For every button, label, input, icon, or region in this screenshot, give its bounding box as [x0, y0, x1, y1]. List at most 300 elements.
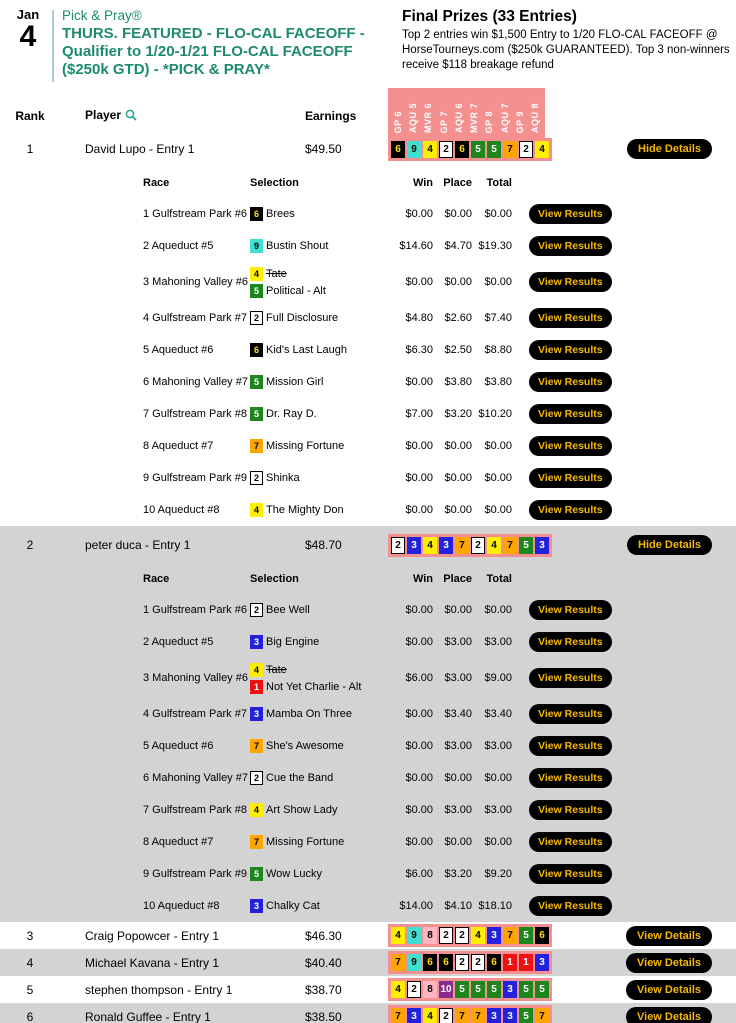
selection-line: [250, 502, 386, 519]
entry-button-slot: [626, 1007, 712, 1023]
view-results-button[interactable]: View Results: [529, 372, 612, 392]
entry-picks-strip: [388, 951, 552, 974]
race-row: [0, 730, 736, 762]
race-column-label-text: AQU 5: [407, 102, 418, 133]
entry-earnings: $38.50: [305, 1009, 342, 1023]
race-button-cell: [529, 736, 612, 756]
selection-cell: [250, 866, 386, 883]
race-column-label-text: MVR 7: [469, 102, 480, 133]
total-amount: $0.00: [484, 772, 512, 784]
horse-name: Art Show Lady: [266, 804, 338, 816]
total-amount: $0.00: [484, 604, 512, 616]
race-button-cell: [529, 340, 612, 360]
race-column-label: [483, 90, 496, 136]
place-amount: $2.60: [444, 312, 472, 324]
game-type-label: Pick & Pray®: [62, 8, 142, 23]
entry-earnings: $49.50: [305, 142, 342, 156]
view-results-button[interactable]: View Results: [529, 800, 612, 820]
selection-line: [250, 770, 386, 787]
pick-number: 5: [535, 981, 549, 998]
win-amount: $14.60: [399, 240, 433, 252]
win-amount: $0.00: [405, 708, 433, 720]
entry-picks-strip: [388, 534, 552, 557]
race-row: [0, 198, 736, 230]
selection-cell: [250, 470, 386, 487]
race-name: 7 Gulfstream Park #8: [143, 408, 247, 420]
win-amount: $6.00: [405, 868, 433, 880]
place-amount: $0.00: [444, 440, 472, 452]
selection-cell: [250, 834, 386, 851]
win-amount: $0.00: [405, 772, 433, 784]
race-button-cell: [529, 896, 612, 916]
selection-cell: [250, 898, 386, 915]
race-button-cell: [529, 500, 612, 520]
tournament-title: THURS. FEATURED - FLO-CAL FACEOFF - Qualifier to 1/20-1/21 FLO-CAL FACEOFF ($250k GTD) - *PICK & PRAY*: [62, 25, 365, 78]
selection-number: 4: [250, 803, 263, 817]
race-name: 8 Aqueduct #7: [143, 836, 214, 848]
win-amount: $14.00: [399, 900, 433, 912]
pick-number: 9: [407, 927, 421, 944]
win-amount: $0.00: [405, 604, 433, 616]
place-amount: $3.00: [444, 672, 472, 684]
view-details-button[interactable]: View Details: [626, 926, 712, 946]
view-results-button[interactable]: View Results: [529, 668, 612, 688]
selection-number: 6: [250, 343, 263, 357]
place-amount: $3.20: [444, 868, 472, 880]
pick-number: 2: [519, 141, 533, 158]
entry-player-name: Michael Kavana - Entry 1: [85, 955, 220, 970]
view-results-button[interactable]: View Results: [529, 832, 612, 852]
horse-name: Missing Fortune: [266, 440, 345, 452]
total-amount: $3.00: [484, 636, 512, 648]
tournament-title-block: [62, 8, 392, 88]
race-name: 2 Aqueduct #5: [143, 240, 214, 252]
pick-number: 6: [391, 141, 405, 158]
entry-player-name: David Lupo - Entry 1: [85, 142, 195, 156]
pick-number: 6: [423, 954, 437, 971]
prizes-block: [392, 8, 736, 88]
event-date-day: 4: [19, 20, 37, 54]
total-amount: $3.00: [484, 804, 512, 816]
race-button-cell: [529, 436, 612, 456]
race-column-label: [529, 90, 542, 136]
selection-number: 7: [250, 835, 263, 849]
pick-number: 3: [487, 1008, 501, 1023]
entry-earnings: $40.40: [305, 955, 342, 970]
race-button-cell: [529, 204, 612, 224]
place-amount: $3.20: [444, 408, 472, 420]
race-row: [0, 858, 736, 890]
pick-number: 4: [423, 1008, 437, 1023]
win-amount: $0.00: [405, 504, 433, 516]
selection-line: [250, 342, 386, 359]
race-row: [0, 334, 736, 366]
selection-line: [250, 661, 386, 678]
race-column-label-text: AQU 6: [453, 102, 464, 133]
selection-number: 4: [250, 267, 263, 281]
win-amount: $0.00: [405, 208, 433, 220]
pick-number: 2: [407, 981, 421, 998]
race-column-label-text: GP 6: [392, 110, 403, 133]
selection-number: 3: [250, 899, 263, 913]
view-results-button[interactable]: View Results: [529, 272, 612, 292]
selection-line: [250, 678, 386, 695]
pick-number: 8: [423, 981, 437, 998]
entry-rank: 2: [26, 538, 34, 552]
race-name: 5 Aqueduct #6: [143, 740, 214, 752]
selection-number: 1: [250, 680, 263, 694]
total-amount: $9.00: [484, 672, 512, 684]
pick-number: 5: [519, 1008, 533, 1023]
pick-number: 3: [407, 1008, 421, 1023]
race-name: 10 Aqueduct #8: [143, 900, 220, 912]
race-column-label-header: Race: [143, 573, 170, 585]
race-name: 6 Mahoning Valley #7: [143, 376, 248, 388]
pick-number: 5: [487, 981, 501, 998]
race-row: [0, 262, 736, 302]
race-button-cell: [529, 768, 612, 788]
pick-number: 7: [503, 927, 517, 944]
total-amount: $3.40: [484, 708, 512, 720]
leaderboard-column-headers: [0, 102, 736, 130]
pick-number: 5: [519, 537, 533, 554]
horse-name: Kid's Last Laugh: [266, 344, 347, 356]
race-button-cell: [529, 668, 612, 688]
total-column-header: Total: [486, 177, 512, 189]
total-column-header: Total: [486, 573, 512, 585]
race-name: 10 Aqueduct #8: [143, 504, 220, 516]
view-results-button[interactable]: View Results: [529, 436, 612, 456]
total-amount: $0.00: [484, 472, 512, 484]
view-results-button[interactable]: View Results: [529, 632, 612, 652]
hide-details-button[interactable]: Hide Details: [627, 535, 712, 555]
selection-cell: [250, 802, 386, 819]
pick-number: 4: [471, 927, 485, 944]
race-column-label: [467, 90, 480, 136]
entry-button-slot: [627, 535, 712, 555]
entry-earnings: $48.70: [305, 538, 342, 552]
view-results-button[interactable]: View Results: [529, 600, 612, 620]
entry-picks-slot: [388, 978, 558, 1001]
view-results-button[interactable]: View Results: [529, 204, 612, 224]
horse-name: Mamba On Three: [266, 708, 353, 720]
selection-number: 7: [250, 439, 263, 453]
entry-rank: 1: [26, 142, 34, 156]
pick-number: 5: [519, 927, 533, 944]
horse-name: Chalky Cat: [266, 900, 320, 912]
horse-name: Dr. Ray D.: [266, 408, 317, 420]
view-results-button[interactable]: View Results: [529, 308, 612, 328]
pick-number: 10: [439, 981, 453, 998]
race-name: 5 Aqueduct #6: [143, 344, 214, 356]
pick-number: 5: [455, 981, 469, 998]
race-row: [0, 762, 736, 794]
selection-line: [250, 374, 386, 391]
view-results-button[interactable]: View Results: [529, 236, 612, 256]
race-name: 9 Gulfstream Park #9: [143, 472, 247, 484]
entry-picks-strip: [388, 138, 552, 161]
entry-section: [0, 1003, 736, 1023]
race-row: [0, 366, 736, 398]
total-amount: $0.00: [484, 504, 512, 516]
race-row: [0, 462, 736, 494]
horse-name: Not Yet Charlie - Alt: [266, 680, 362, 693]
selection-line: [250, 238, 386, 255]
pick-number: 2: [471, 537, 485, 554]
race-row: [0, 398, 736, 430]
selection-number: 2: [250, 771, 263, 785]
view-results-button[interactable]: View Results: [529, 736, 612, 756]
view-results-button[interactable]: View Results: [529, 864, 612, 884]
race-name: 8 Aqueduct #7: [143, 440, 214, 452]
entry-row: [0, 949, 736, 976]
total-amount: $0.00: [484, 836, 512, 848]
view-details-button[interactable]: View Details: [626, 953, 712, 973]
search-player-icon[interactable]: [125, 109, 137, 124]
pick-number: 3: [487, 927, 501, 944]
pick-number: 2: [439, 927, 453, 944]
pick-number: 7: [455, 1008, 469, 1023]
pick-number: 7: [471, 1008, 485, 1023]
horse-name: Missing Fortune: [266, 836, 345, 848]
race-row: [0, 794, 736, 826]
selection-line: [250, 206, 386, 223]
race-column-label: [437, 90, 450, 136]
horse-name: Tate: [266, 267, 287, 280]
race-row: [0, 658, 736, 698]
entry-button-slot: [627, 139, 712, 159]
race-button-cell: [529, 704, 612, 724]
horse-name: The Mighty Don: [266, 504, 344, 516]
win-amount: $0.00: [405, 804, 433, 816]
horse-name: Wow Lucky: [266, 868, 323, 880]
win-column-header: Win: [412, 573, 433, 585]
prizes-description: Top 2 entries win $1,500 Entry to 1/20 FLO-CAL FACEOFF @ HorseTourneys.com ($250k GUARANTEED). Top 3 non-winners receive $118 breakage refund: [402, 29, 730, 71]
race-row: [0, 698, 736, 730]
selection-cell: [250, 265, 386, 299]
race-button-cell: [529, 404, 612, 424]
pick-number: 8: [423, 927, 437, 944]
selection-cell: [250, 310, 386, 327]
race-button-cell: [529, 864, 612, 884]
race-table-headers: [0, 168, 736, 198]
entry-row: [0, 1003, 736, 1023]
win-amount: $0.00: [405, 472, 433, 484]
pick-number: 4: [535, 141, 549, 158]
selection-cell: [250, 406, 386, 423]
race-button-cell: [529, 308, 612, 328]
place-amount: $3.00: [444, 740, 472, 752]
selection-number: 2: [250, 603, 263, 617]
race-row: [0, 430, 736, 462]
total-amount: $0.00: [484, 208, 512, 220]
selection-number: 4: [250, 503, 263, 517]
entry-earnings: $38.70: [305, 982, 342, 997]
page-header: [0, 0, 736, 88]
horse-name: Political - Alt: [266, 284, 326, 297]
race-name: 1 Gulfstream Park #6: [143, 208, 247, 220]
horse-name: Bee Well: [266, 604, 310, 616]
entry-rank: 6: [26, 1009, 34, 1023]
entry-section: [0, 976, 736, 1003]
selection-cell: [250, 206, 386, 223]
place-amount: $0.00: [444, 504, 472, 516]
horse-name: Shinka: [266, 472, 300, 484]
win-amount: $0.00: [405, 440, 433, 452]
selection-cell: [250, 342, 386, 359]
selection-line: [250, 866, 386, 883]
place-amount: $0.00: [444, 208, 472, 220]
selection-number: 7: [250, 739, 263, 753]
pick-number: 7: [503, 537, 517, 554]
view-results-button[interactable]: View Results: [529, 896, 612, 916]
horse-name: She's Awesome: [266, 740, 344, 752]
entry-player-name: stephen thompson - Entry 1: [85, 982, 233, 997]
pick-number: 7: [455, 537, 469, 554]
player-column-header: [85, 108, 305, 124]
selection-cell: [250, 634, 386, 651]
race-button-cell: [529, 372, 612, 392]
horse-name: Big Engine: [266, 636, 320, 648]
header-divider: [52, 10, 54, 82]
pick-number: 4: [391, 981, 405, 998]
horse-name: Tate: [266, 663, 287, 676]
selection-number: 3: [250, 635, 263, 649]
hide-details-button[interactable]: Hide Details: [627, 139, 712, 159]
selection-number: 9: [250, 239, 263, 253]
view-details-button[interactable]: View Details: [626, 980, 712, 1000]
selection-cell: [250, 706, 386, 723]
selection-cell: [250, 602, 386, 619]
selection-number: 5: [250, 867, 263, 881]
horse-name: Bustin Shout: [266, 240, 329, 252]
selection-number: 4: [250, 663, 263, 677]
entry-picks-slot: [388, 1005, 558, 1023]
race-column-label-text: GP 8: [484, 110, 495, 133]
event-date: [12, 8, 44, 88]
view-results-button[interactable]: View Results: [529, 340, 612, 360]
selection-line: [250, 602, 386, 619]
race-column-label-header: Race: [143, 177, 170, 189]
race-name: 7 Gulfstream Park #8: [143, 804, 247, 816]
race-button-cell: [529, 272, 612, 292]
view-results-button[interactable]: View Results: [529, 468, 612, 488]
view-results-button[interactable]: View Results: [529, 404, 612, 424]
view-details-button[interactable]: View Details: [626, 1007, 712, 1023]
race-column-label: [513, 90, 526, 136]
horse-name: Mission Girl: [266, 376, 324, 388]
pick-number: 3: [407, 537, 421, 554]
pick-number: 2: [439, 141, 453, 158]
selection-line: [250, 834, 386, 851]
pick-number: 2: [455, 927, 469, 944]
pick-number: 7: [391, 1008, 405, 1023]
entry-button-slot: [626, 953, 712, 973]
entry-rank: 4: [26, 955, 34, 970]
pick-number: 3: [503, 1008, 517, 1023]
race-column-label-text: MVR 6: [423, 102, 434, 133]
race-row: [0, 890, 736, 922]
selection-line: [250, 265, 386, 282]
win-amount: $6.30: [405, 344, 433, 356]
entry-button-slot: [626, 980, 712, 1000]
win-amount: $0.00: [405, 836, 433, 848]
entry-section: [0, 130, 736, 526]
race-column-label-text: GP 7: [438, 110, 449, 133]
entry-earnings: $46.30: [305, 928, 342, 943]
pick-number: 6: [455, 141, 469, 158]
selection-cell: [250, 502, 386, 519]
entry-picks-strip: [388, 924, 552, 947]
entry-player-name: peter duca - Entry 1: [85, 538, 191, 552]
pick-number: 4: [487, 537, 501, 554]
total-amount: $0.00: [484, 276, 512, 288]
entry-picks-strip: [388, 1005, 552, 1023]
pick-number: 2: [455, 954, 469, 971]
place-column-header: Place: [443, 573, 472, 585]
pick-number: 3: [503, 981, 517, 998]
race-row: [0, 302, 736, 334]
race-row: [0, 826, 736, 858]
race-button-cell: [529, 632, 612, 652]
selection-cell: [250, 238, 386, 255]
place-amount: $0.00: [444, 772, 472, 784]
pick-number: 6: [535, 927, 549, 944]
selection-number: 2: [250, 471, 263, 485]
pick-number: 4: [423, 537, 437, 554]
selection-line: [250, 438, 386, 455]
race-column-label: [498, 90, 511, 136]
win-amount: $7.00: [405, 408, 433, 420]
selection-line: [250, 738, 386, 755]
race-name: 1 Gulfstream Park #6: [143, 604, 247, 616]
entry-picks-slot: [388, 951, 558, 974]
view-results-button[interactable]: View Results: [529, 704, 612, 724]
entry-section: [0, 922, 736, 949]
entry-row: [0, 526, 736, 564]
race-name: 6 Mahoning Valley #7: [143, 772, 248, 784]
view-results-button[interactable]: View Results: [529, 500, 612, 520]
win-amount: $4.80: [405, 312, 433, 324]
selection-line: [250, 406, 386, 423]
pick-number: 1: [519, 954, 533, 971]
rank-column-header: Rank: [15, 109, 45, 123]
pick-number: 9: [407, 954, 421, 971]
entry-picks-slot: [388, 534, 558, 557]
view-results-button[interactable]: View Results: [529, 768, 612, 788]
selection-cell: [250, 770, 386, 787]
earnings-column-header: Earnings: [305, 109, 357, 123]
selection-cell: [250, 661, 386, 695]
pick-number: 7: [503, 141, 517, 158]
race-table-headers: [0, 564, 736, 594]
place-amount: $0.00: [444, 604, 472, 616]
total-amount: $19.30: [478, 240, 512, 252]
selection-number: 5: [250, 284, 263, 298]
pick-number: 3: [535, 537, 549, 554]
selection-cell: [250, 438, 386, 455]
win-amount: $6.00: [405, 672, 433, 684]
pick-number: 3: [439, 537, 453, 554]
entry-section: [0, 949, 736, 976]
win-amount: $0.00: [405, 740, 433, 752]
entry-player-name: Craig Popowcer - Entry 1: [85, 928, 220, 943]
races-column-header: [388, 88, 545, 138]
pick-number: 4: [423, 141, 437, 158]
entry-row: [0, 130, 736, 168]
pick-number: 5: [487, 141, 501, 158]
race-name: 4 Gulfstream Park #7: [143, 312, 247, 324]
